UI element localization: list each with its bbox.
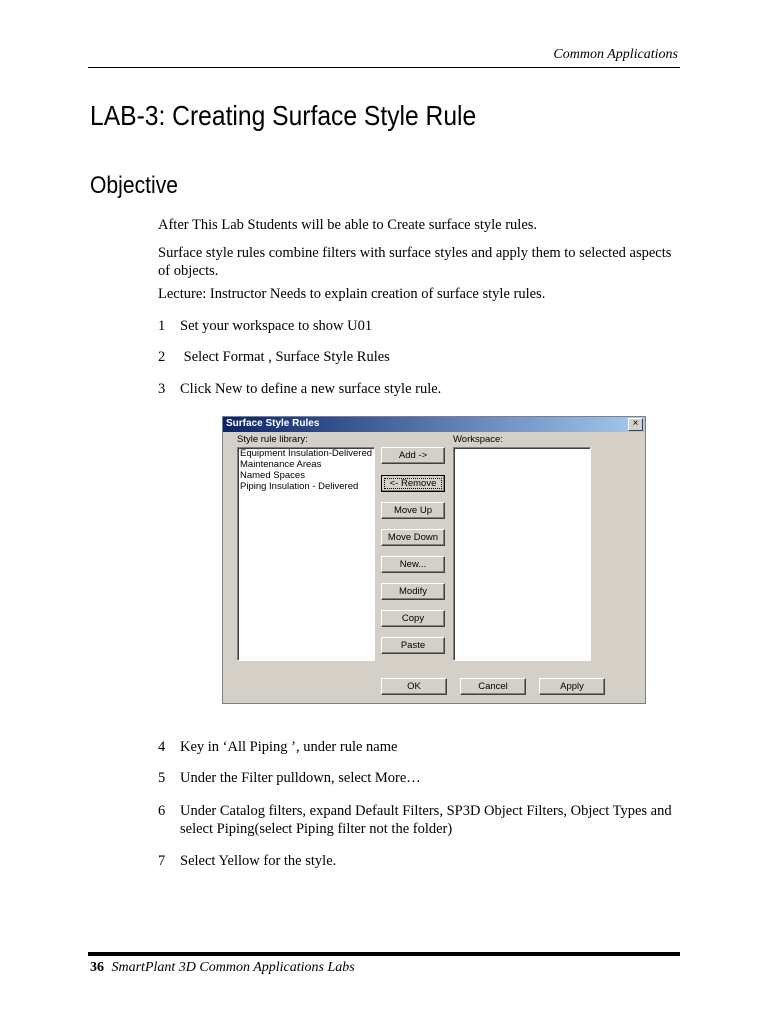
copy-button[interactable]: Copy <box>381 610 445 627</box>
step-number: 7 <box>158 853 166 869</box>
dialog-title: Surface Style Rules <box>226 418 320 429</box>
style-rule-library-list[interactable] <box>237 447 375 661</box>
step-number: 1 <box>158 318 166 334</box>
step-number: 4 <box>158 739 166 755</box>
library-label: Style rule library: <box>237 434 308 445</box>
step-item <box>158 348 678 366</box>
step-number: 2 <box>158 349 166 365</box>
step-number: 3 <box>158 381 166 397</box>
page-footer <box>90 960 355 976</box>
paragraph: After This Lab Students will be able to Create surface style rules. <box>158 217 538 233</box>
header-rule <box>88 67 680 68</box>
lab-title: LAB-3: Creating Surface Style Rule <box>90 100 477 131</box>
step-number: 5 <box>158 770 166 786</box>
paragraph: Surface style rules combine filters with surface styles and apply them to selected aspects of objects. <box>158 245 672 279</box>
move-down-button[interactable]: Move Down <box>381 529 445 546</box>
workspace-list[interactable] <box>453 447 591 661</box>
step-item <box>158 317 678 335</box>
move-up-button[interactable]: Move Up <box>381 502 445 519</box>
surface-style-rules-dialog <box>222 416 646 704</box>
step-text: Set your workspace to show U01 <box>180 318 373 334</box>
step-item <box>158 769 678 787</box>
add-button[interactable]: Add -> <box>381 447 445 464</box>
step-number: 6 <box>158 803 166 819</box>
header-text: Common Applications <box>553 47 678 62</box>
remove-button[interactable]: <- Remove <box>381 475 445 492</box>
footer-rule <box>88 952 680 956</box>
step-item <box>158 380 678 398</box>
close-icon[interactable]: × <box>628 418 643 431</box>
footer-title: SmartPlant 3D Common Applications Labs <box>111 960 355 975</box>
cancel-button[interactable]: Cancel <box>460 678 526 695</box>
section-heading: Objective <box>90 172 179 199</box>
list-item[interactable]: Equipment Insulation-Delivered <box>240 448 373 459</box>
step-item <box>158 852 678 870</box>
paste-button[interactable]: Paste <box>381 637 445 654</box>
paragraph: Lecture: Instructor Needs to explain creation of surface style rules. <box>158 286 546 302</box>
step-item <box>158 738 678 756</box>
new-button[interactable]: New... <box>381 556 445 573</box>
list-item[interactable]: Maintenance Areas <box>240 459 322 470</box>
modify-button[interactable]: Modify <box>381 583 445 600</box>
apply-button[interactable]: Apply <box>539 678 605 695</box>
list-item[interactable]: Piping Insulation - Delivered <box>240 481 359 492</box>
step-text: Select Format , Surface Style Rules <box>180 349 390 365</box>
step-text: Under Catalog filters, expand Default Filters, SP3D Object Filters, Object Types and select Piping(select Piping filter not the folder) <box>180 803 672 837</box>
step-text: Select Yellow for the style. <box>180 853 337 869</box>
ok-button[interactable]: OK <box>381 678 447 695</box>
step-text: Under the Filter pulldown, select More… <box>180 770 421 786</box>
dialog-titlebar <box>223 417 645 432</box>
step-text: Click New to define a new surface style rule. <box>180 381 442 397</box>
step-item <box>158 802 678 838</box>
page-number: 36 <box>90 960 104 975</box>
step-text: Key in ‘All Piping ’, under rule name <box>180 739 398 755</box>
list-item[interactable]: Named Spaces <box>240 470 305 481</box>
workspace-label: Workspace: <box>453 434 503 445</box>
